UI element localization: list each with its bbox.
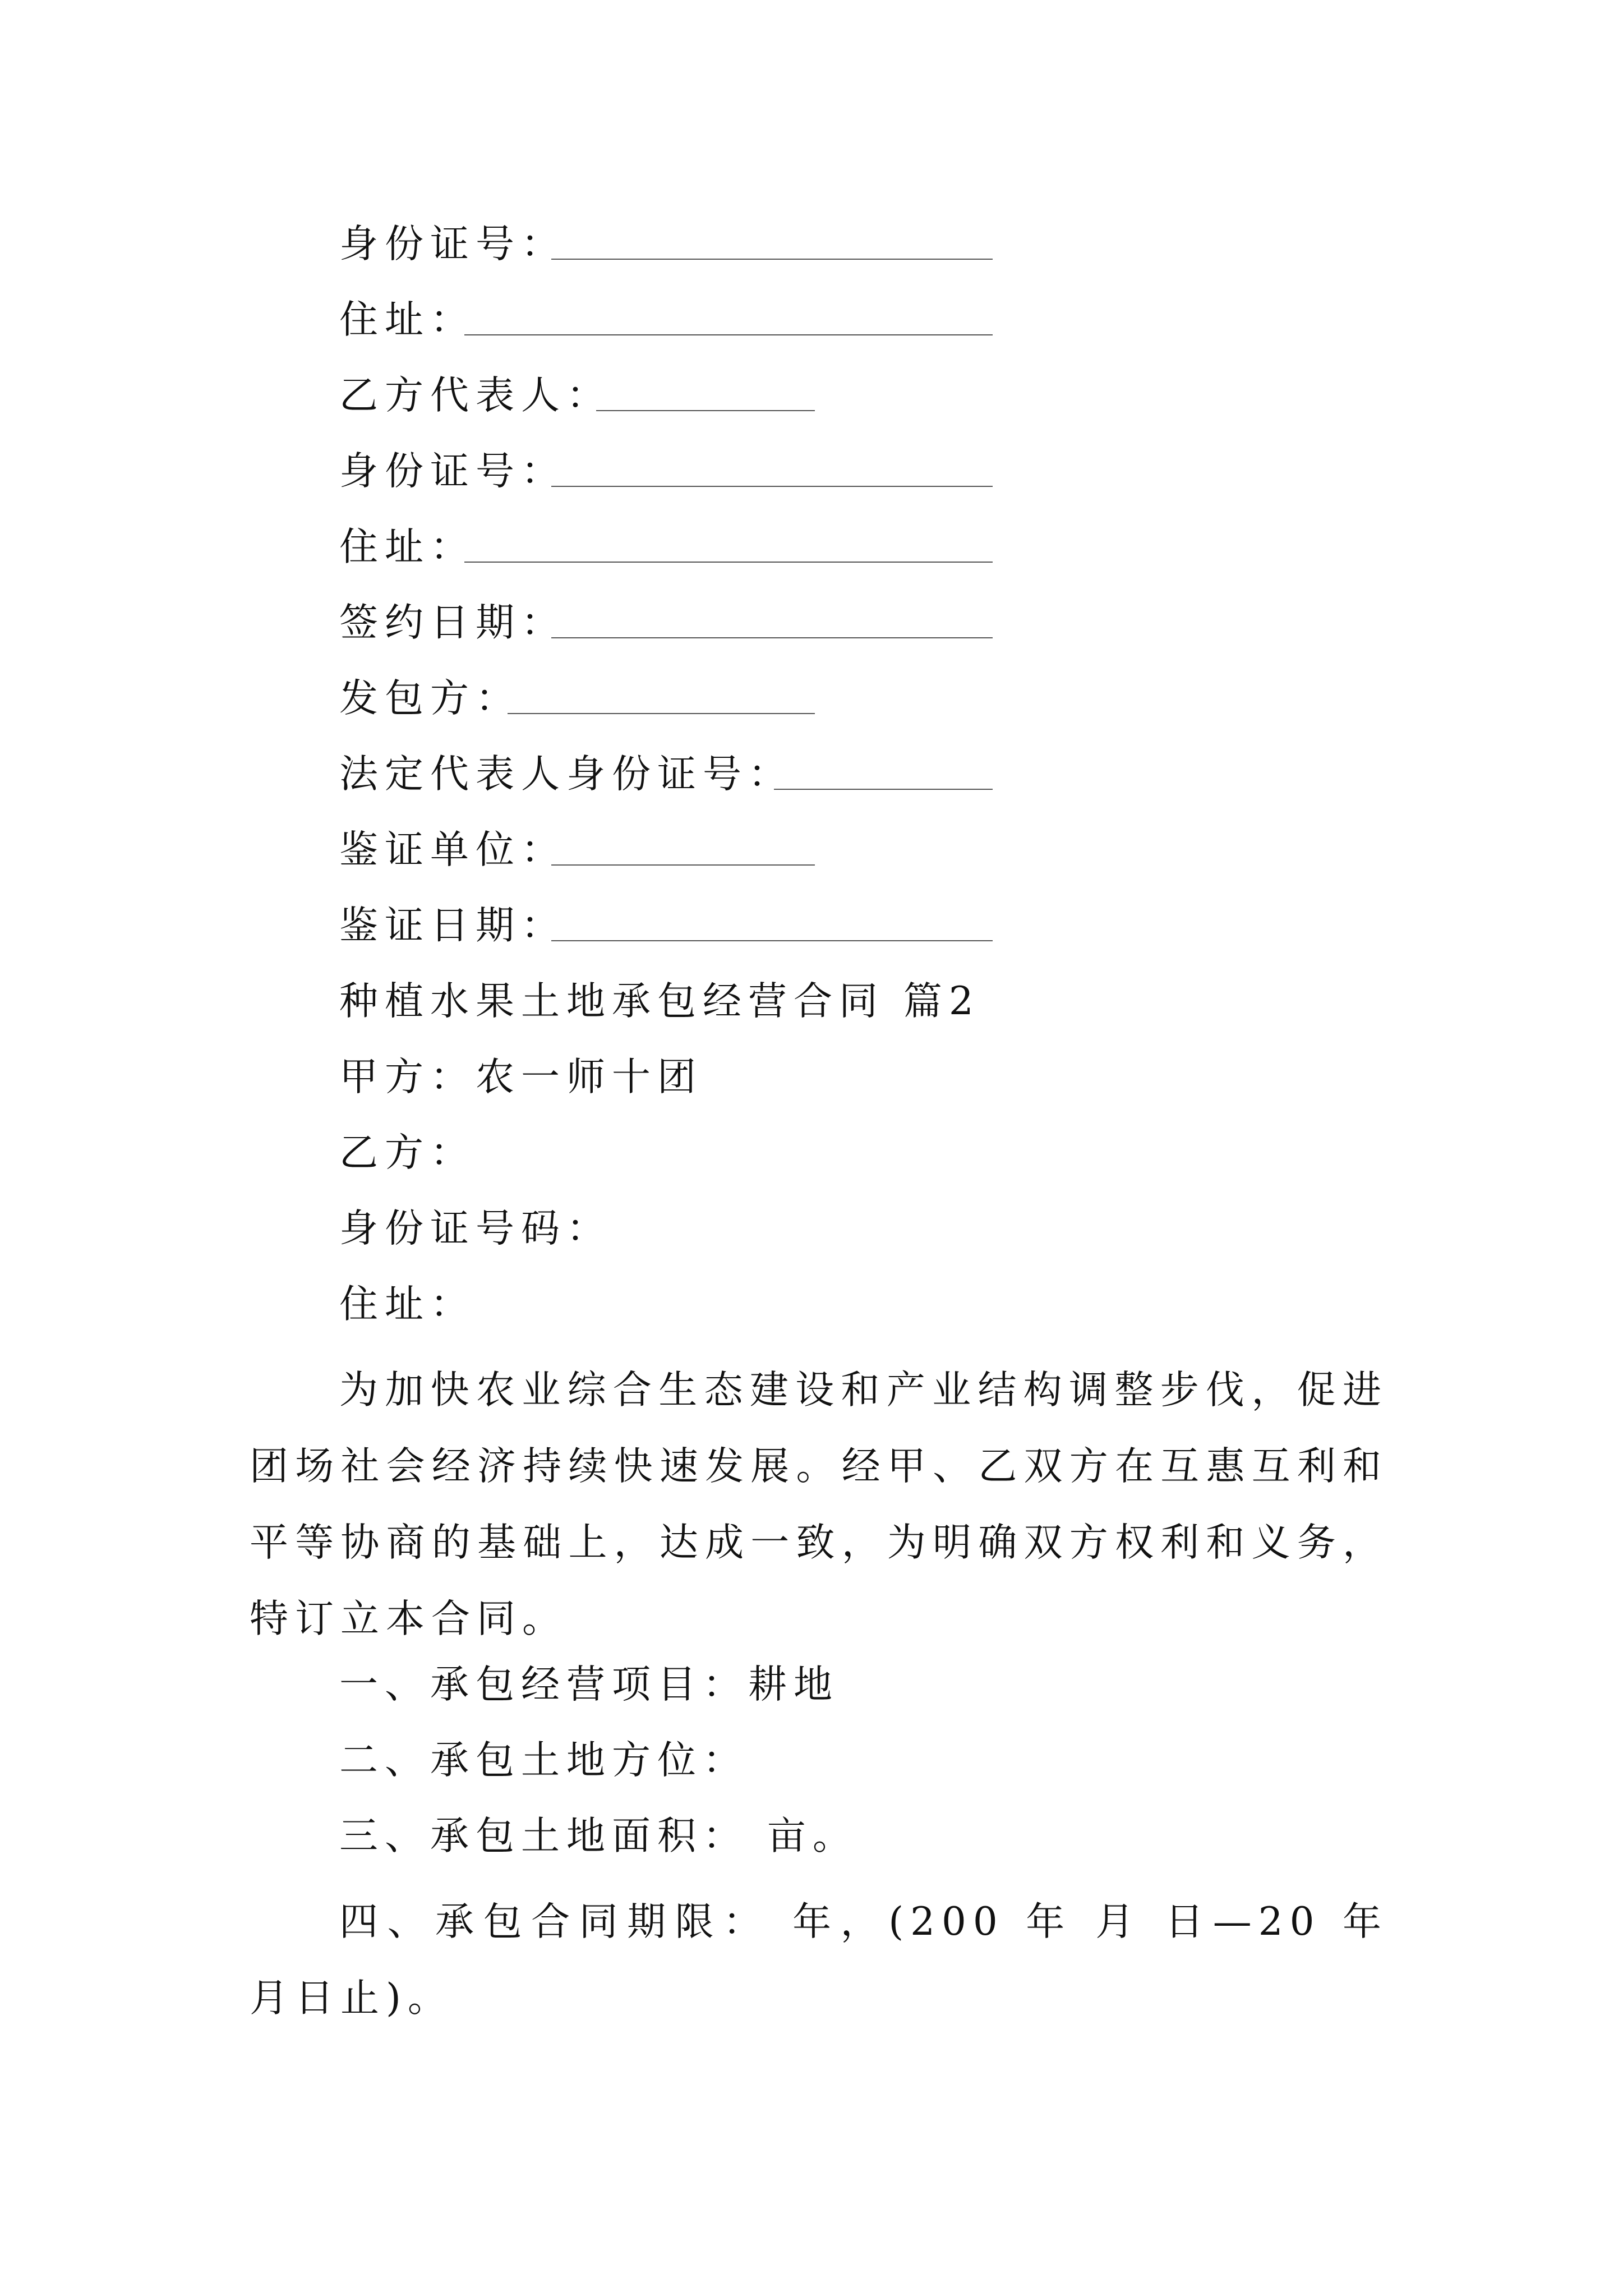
verify-date-field [339,898,566,954]
clause-4: 四、承包合同期限： 年，(200 年 月 日—20 年 月日止)。 [250,1899,1388,2021]
party-b-rep-blank[interactable] [596,410,815,411]
verify-unit-blank[interactable] [551,864,815,866]
party-a-line: 甲方：农一师十团 [339,1055,703,1099]
clause-2: 二、承包土地方位： [339,1738,748,1783]
id-number-field-1 [339,216,566,272]
sign-date-blank[interactable] [551,637,993,638]
party-b-rep-field [339,367,612,424]
legal-rep-id-field [339,746,794,802]
legal-rep-id-label: 法定代表人身份证号： [339,752,794,797]
id-number-label: 身份证号： [339,449,566,494]
id-number-field-2 [339,443,566,499]
verify-unit-label: 鉴证单位： [339,827,566,872]
intro-paragraph: 为加快农业综合生态建设和产业结构调整步伐，促进团场社会经济持续快速发展。经甲、乙双方在互惠互利和平等协商的基础上，达成一致，为明确双方权利和义务，特订立本合同。 [250,1368,1388,1641]
section-title: 种植水果土地承包经营合同 篇2 [339,979,980,1024]
sign-date-field [339,595,566,651]
clause-3: 三、承包土地面积： 亩。 [339,1814,858,1858]
contractor-field [339,670,521,726]
id-number-line: 身份证号码： [339,1206,612,1251]
id-number-blank[interactable] [551,486,993,487]
id-number-blank[interactable] [551,259,993,260]
party-b-line: 乙方： [339,1130,476,1175]
contractor-blank[interactable] [508,713,815,714]
address-label: 住址： [339,524,476,569]
id-number-label: 身份证号： [339,222,566,266]
address-blank[interactable] [464,562,993,563]
address-field-1 [339,292,476,348]
legal-rep-id-blank[interactable] [774,789,993,790]
address-blank[interactable] [464,334,993,335]
verify-date-label: 鉴证日期： [339,903,566,948]
contractor-label: 发包方： [339,676,521,721]
address-label: 住址： [339,297,476,342]
sign-date-label: 签约日期： [339,600,566,645]
verify-unit-field [339,822,566,878]
clause-1: 一、承包经营项目：耕地 [339,1662,839,1707]
party-b-rep-label: 乙方代表人： [339,373,612,418]
verify-date-blank[interactable] [551,940,993,941]
address-line: 住址： [339,1282,476,1327]
address-field-2 [339,519,476,575]
